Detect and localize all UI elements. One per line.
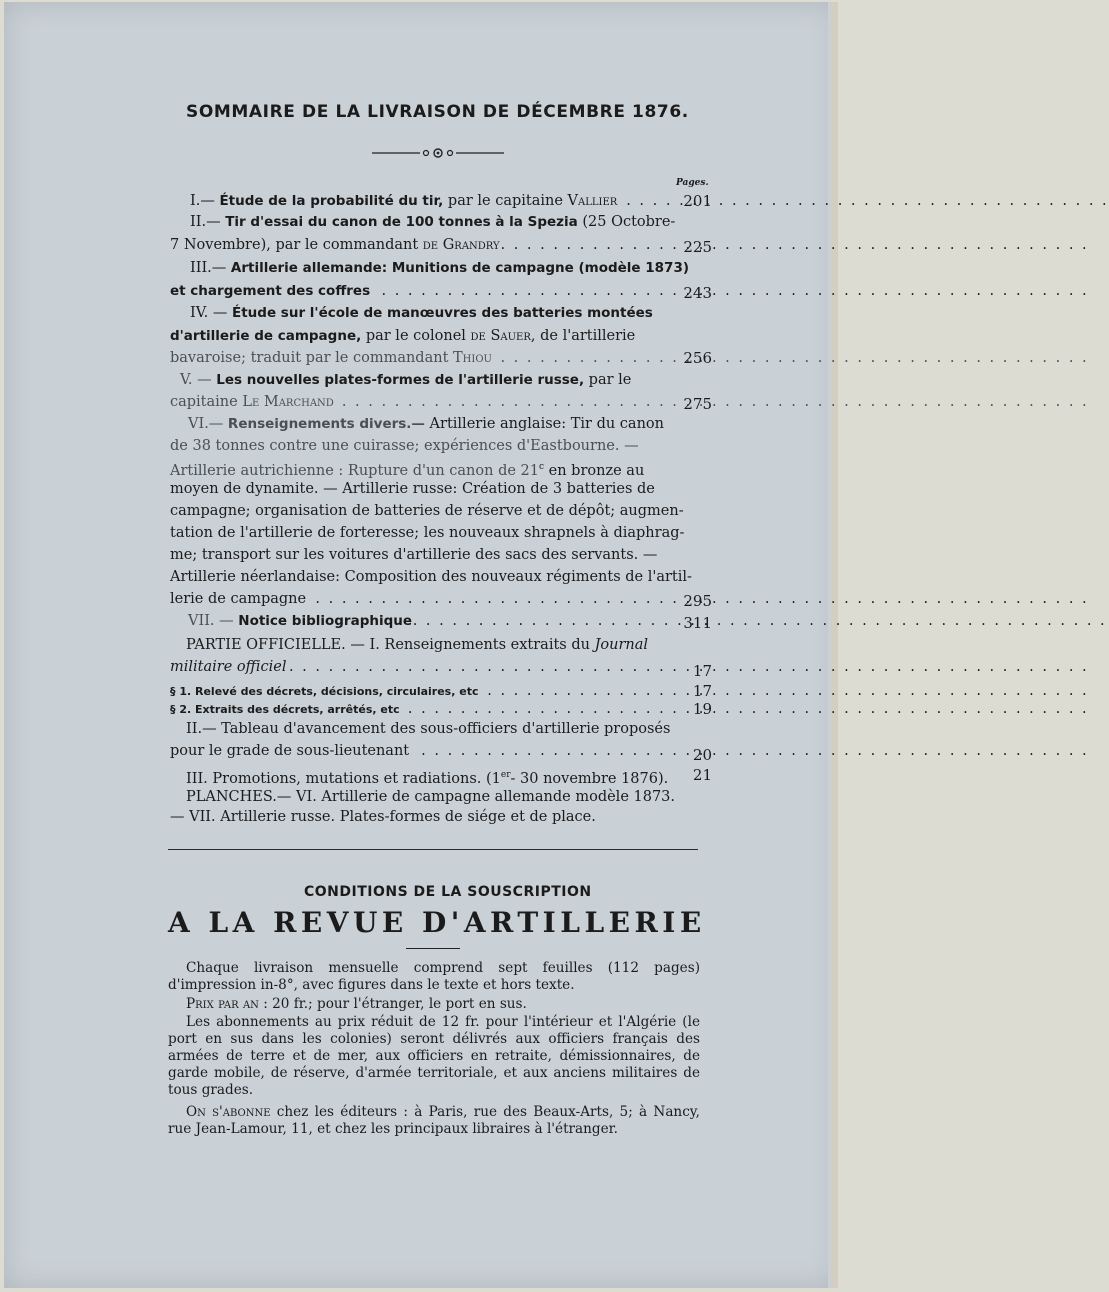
toc-line: de 38 tonnes contre une cuirasse; expériences d'Eastbourne. — [170, 438, 639, 454]
toc-line: I.— Étude de la probabilité du tir, par le capitaine Vallier . . . [190, 190, 656, 212]
toc-line: tation de l'artillerie de forteresse; les nouveaux shrapnels à diaphrag- [170, 525, 685, 541]
conditions-heading: CONDITIONS DE LA SOUSCRIPTION [304, 884, 592, 900]
toc-page-number: 17 [692, 662, 712, 680]
toc-page-number: 201 [683, 192, 712, 210]
toc-page-number: 17 [692, 682, 712, 700]
toc-line: § 2. Extraits des décrets, arrêtés, etc . . . [170, 698, 656, 720]
toc-line: pour le grade de sous-lieutenant . . . [170, 740, 656, 762]
toc-line: II.— Tir d'essai du canon de 100 tonnes à la Spezia (25 Octobre- [190, 214, 676, 230]
price-paragraph: Prix par an : 20 fr.; pour l'étranger, le port en sus. [186, 996, 527, 1012]
toc-line: et chargement des coffres . . . [170, 280, 656, 302]
toc-line: PARTIE OFFICIELLE. — I. Renseignements extraits du Journal [186, 637, 649, 653]
section-divider [168, 849, 698, 850]
toc-page-number: 20 [692, 746, 712, 764]
toc-line: V. — Les nouvelles plates-formes de l'artillerie russe, par le [180, 372, 632, 388]
toc-page-number: 19 [692, 700, 712, 718]
toc-line: VII. — Notice bibliographique . . . [188, 610, 656, 632]
pages-column-header: Pages. [676, 178, 709, 188]
toc-line: militaire officiel . . . [170, 656, 656, 678]
where-to-subscribe-paragraph: On s'abonne chez les éditeurs : à Paris, rue des Beaux-Arts, 5; à Nancy, rue Jean-Lamour, 11, et chez les principaux libraires à l'étranger. [168, 1104, 700, 1137]
toc-page-number: 275 [683, 395, 712, 413]
toc-line: III.— Artillerie allemande: Munitions de campagne (modèle 1873) [190, 260, 690, 276]
toc-line: II.— Tableau d'avancement des sous-officiers d'artillerie proposés [186, 721, 671, 737]
toc-line: d'artillerie de campagne, par le colonel de Sauer, de l'artillerie [170, 328, 636, 344]
toc-line: me; transport sur les voitures d'artillerie des sacs des servants. — [170, 547, 658, 563]
toc-line: § 1. Relevé des décrets, décisions, circulaires, etc . . . [170, 680, 656, 702]
toc-line: PLANCHES.— VI. Artillerie de campagne allemande modèle 1873. [186, 789, 676, 805]
subscription-paragraph: Chaque livraison mensuelle comprend sept feuilles (112 pages) d'impression in-8°, avec figures dans le texte et hors texte. [168, 960, 700, 993]
revue-title: A LA REVUE D'ARTILLERIE [168, 906, 706, 939]
toc-page-number: 256 [683, 349, 712, 367]
toc-line: VI.— Renseignements divers.— Artillerie anglaise: Tir du canon [188, 416, 664, 432]
toc-line: campagne; organisation de batteries de réserve et de dépôt; augmen- [170, 503, 684, 519]
toc-page-number: 311 [683, 614, 712, 632]
fleuron-ornament-icon [372, 146, 504, 160]
page-title: SOMMAIRE DE LA LIVRAISON DE DÉCEMBRE 1876. [186, 102, 689, 122]
toc-line: Artillerie autrichienne : Rupture d'un canon de 21$^c$ en bronze au [170, 462, 645, 479]
toc-line: Artillerie néerlandaise: Composition des nouveaux régiments de l'artil- [170, 569, 692, 585]
toc-page-number: 243 [683, 284, 712, 302]
toc-line: 7 Novembre), par le commandant de Grandry . . . [170, 234, 656, 256]
toc-page-number: 295 [683, 592, 712, 610]
toc-line: bavaroise; traduit par le commandant Thiou . . . [170, 347, 656, 369]
reduced-price-paragraph: Les abonnements au prix réduit de 12 fr. pour l'intérieur et l'Algérie (le port en sus dans les colonies) seront délivrés aux officiers français des armées de terre et de mer, aux officiers en retraite, démissionnaires, de garde mobile, de réserve, d'armée territoriale, et aux anciens militaires de tous grades. [168, 1014, 700, 1098]
toc-line: moyen de dynamite. — Artillerie russe: Création de 3 batteries de [170, 481, 655, 497]
toc-line: capitaine Le Marchand . . . [170, 391, 656, 413]
toc-page-number: 225 [683, 238, 712, 256]
toc-line: — VII. Artillerie russe. Plates-formes de siége et de place. [170, 809, 596, 825]
toc-line: lerie de campagne . . . [170, 588, 656, 610]
toc-page-number: 21 [692, 766, 712, 784]
toc-line: III. Promotions, mutations et radiations. (1er- 30 novembre 1876). [186, 770, 669, 787]
toc-line: IV. — Étude sur l'école de manœuvres des batteries montées [190, 305, 653, 321]
title-underline [406, 948, 460, 949]
